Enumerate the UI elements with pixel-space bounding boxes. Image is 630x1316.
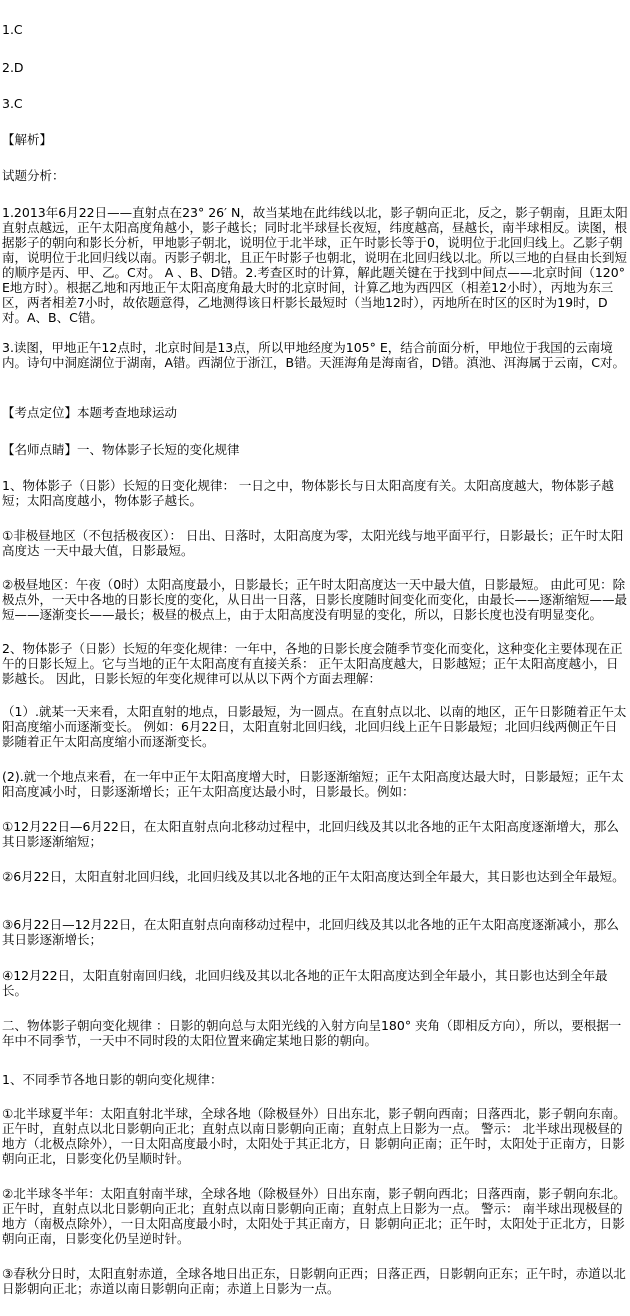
direction-summer-half: ①北半球夏半年：太阳直射北半球，全球各地（除极昼外）日出东北，影子朝向西南；日落西北，影子朝向东南。正午时，直射点以北日影朝向正北；直射点以南日影朝向正南；直射点上日影为一点。 警示： 北半球出现极昼的地方（北极点除外），一日太阳高度最小时，太阳处于其正北方，日 影朝向正南；正午时，太阳处于正南方，日影朝向正北，日影变化仍呈顺时针。: [2, 1106, 626, 1166]
answer-2: 2.D: [2, 60, 24, 75]
kaodian-heading: 【考点定位】本题考查地球运动: [2, 405, 178, 420]
direction-equinox: ③春秋分日时，太阳直射赤道，全球各地日出正东，日影朝向正西；日落正西，日影朝向正东；正午时，赤道以北日影朝向正北；赤道以南日影朝向正南；赤道上日影为一点。: [2, 1266, 626, 1296]
direction-winter-half: ②北半球冬半年：太阳直射南半球，全球各地（除极昼外）日出东南，影子朝向西北；日落西南，影子朝向东北。正午时，直射点以北日影朝向正北；直射点以南日影朝向正南；直射点上日影为一点。 警示： 南半球出现极昼的地方（南极点除外），一日太阳高度最小时，太阳处于其正南方，日 影朝向正北；正午时，太阳处于正北方，日影朝向正南，日影变化仍呈逆时针。: [2, 1186, 626, 1246]
case-1: ①12月22日—6月22日，在太阳直射点向北移动过程中，北回归线及其以北各地的正午太阳高度逐渐增大，那么其日影逐渐缩短；: [2, 819, 619, 849]
case-3: ③6月22日—12月22日，在太阳直射点向南移动过程中，北回归线及其以北各地的正午太阳高度逐渐减小，那么其日影逐渐增长；: [2, 917, 619, 947]
section-2-one-day: （1）.就某一天来看，太阳直射的地点，日影最短，为一圆点。在直射点以北、以南的地区，正午日影随着正午太阳高度缩小而逐渐变长。 例如：6月22日，太阳直射北回归线，北回归线上正午日影最短；北回归线两侧正午日影随着正午太阳高度缩小而逐渐变长。: [2, 704, 627, 749]
section-3-direction-rule: 二、物体影子朝向变化规律 ：日影的朝向总与太阳光线的入射方向呈180° 夹角（即相反方向），所以，要根据一年中不同季节，一天中不同时段的太阳位置来确定某地日影的朝向。: [2, 1018, 622, 1048]
section-2-one-place: (2).就一个地点来看，在一年中正午太阳高度增大时，日影逐渐缩短；正午太阳高度达最大时，日影最短；正午太阳高度减小时，日影逐渐增长；正午太阳高度达最小时，日影最长。例如：: [2, 769, 624, 799]
section-1-daily-rule: 1、物体影子（日影）长短的日变化规律： 一日之中，物体影长与日太阳高度有关。太阳高度越大，物体影子越短；太阳高度越小，物体影子越长。: [2, 478, 614, 508]
mingshi-heading: 【名师点睛】一、物体影子长短的变化规律: [2, 442, 240, 457]
case-2: ②6月22日，太阳直射北回归线，北回归线及其以北各地的正午太阳高度达到全年最大，其日影也达到全年最短。: [2, 869, 625, 884]
answer-1: 1.C: [2, 22, 23, 37]
section-1-non-polar-day: ①非极昼地区（不包括极夜区）： 日出、日落时，太阳高度为零，太阳光线与地平面平行，日影最长；正午时太阳高度达 一天中最大值，日影最短。: [2, 528, 624, 558]
case-4: ④12月22日，太阳直射南回归线，北回归线及其以北各地的正午太阳高度达到全年最小，其日影也达到全年最长。: [2, 968, 608, 998]
analysis-paragraph-2: 3.读图，甲地正午12点时，北京时间是13点，所以甲地经度为105° E，结合前面分析，甲地位于我国的云南境内。诗句中洞庭湖位于湖南，A错。西湖位于浙江，B错。天涯海角是海南省，D错。滇池、洱海属于云南，C对。: [2, 340, 625, 370]
analysis-label: 试题分析：: [2, 168, 65, 183]
analysis-paragraph-1: 1.2013年6月22日——直射点在23° 26′ N，故当某地在此纬线以北，影子朝向正北，反之，影子朝南，且距太阳直射点越远，正午太阳高度角越小，影子越长；同时北半球昼长夜短，纬度越高，昼越长，南半球相反。读图，根据影子的朝向和影长分析，甲地影子朝北，说明位于北半球，正午时影长等于0，说明位于北回归线上。乙影子朝南，说明位于北回归线以南。丙影子朝北，且正午时影子也朝北，说明在北回归线以北。所以三地的白昼由长到短的顺序是丙、甲、乙。C对。 A 、B、D错。2.考查区时的计算，解此题关键在于找到中间点——北京时间（120° E地方时）。根据乙地和丙地正午太阳高度角最大时的北京时间，计算乙地为西四区（相差12小时），丙地为东三区，两者相差7小时，故依题意得，乙地测得该日杆影长最短时（当地12时），丙地所在时区的区时为19时，D对。A、B、C错。: [2, 205, 628, 325]
section-1-polar-day: ②极昼地区：午夜（0时）太阳高度最小，日影最长；正午时太阳高度达一天中最大值，日影最短。 由此可见：除极点外，一天中各地的日影长度的变化，从日出一日落，日影长度随时间变化而变化，由最长——逐渐缩短——最短——逐渐变长——最长；极昼的极点上，由于太阳高度没有明显的变化，所以，日影长度也没有明显变化。: [2, 577, 628, 622]
answer-3: 3.C: [2, 96, 23, 111]
section-2-annual-rule: 2、物体影子（日影）长短的年变化规律：一年中，各地的日影长度会随季节变化而变化，这种变化主要体现在正午的日影长短上。它与当地的正午太阳高度有直接关系： 正午太阳高度越大，日影越短；正午太阳高度越小，日影越长。 因此，日影长短的年变化规律可以从以下两个方面去理解：: [2, 641, 623, 686]
analysis-heading: 【解析】: [2, 132, 53, 147]
section-3-subheading: 1、不同季节各地日影的朝向变化规律：: [2, 1072, 223, 1087]
